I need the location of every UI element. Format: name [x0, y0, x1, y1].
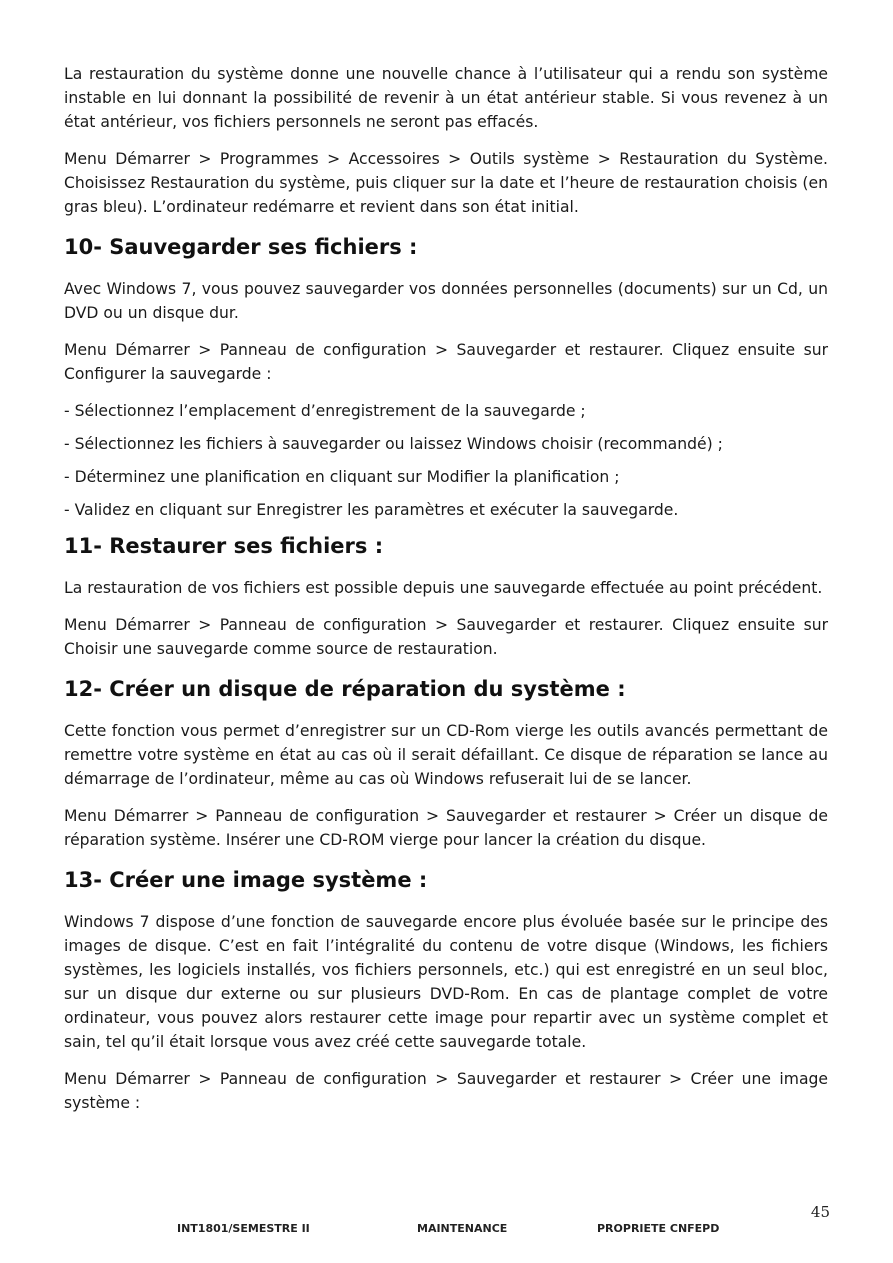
- document-body: [64, 62, 828, 1128]
- section-13-heading: 13- Créer une image système :: [64, 868, 428, 892]
- section-10-steps: [64, 399, 828, 522]
- intro-paragraph-1: La restauration du système donne une nouvelle chance à l’utilisateur qui a rendu son système instable en lui donnant la possibilité de revenir à un état antérieur stable. Si vous revenez à un état antérieur, vos fichiers personnels ne seront pas effacés.: [64, 65, 828, 131]
- section-10-paragraph-1: Avec Windows 7, vous pouvez sauvegarder vos données personnelles (documents) sur un Cd, un DVD ou un disque dur.: [64, 280, 828, 322]
- section-10-heading: 10- Sauvegarder ses fichiers :: [64, 235, 418, 259]
- list-item: - Déterminez une planification en cliquant sur Modifier la planification ;: [64, 468, 620, 486]
- footer-owner: PROPRIETE CNFEPD: [597, 1222, 720, 1235]
- section-12-paragraph-1: Cette fonction vous permet d’enregistrer sur un CD-Rom vierge les outils avancés permettant de remettre votre système en état au cas où il serait défaillant. Ce disque de réparation se lance au démarrage de l’ordinateur, même au cas où Windows refuserait lui de se lancer.: [64, 722, 828, 788]
- list-item: - Sélectionnez l’emplacement d’enregistrement de la sauvegarde ;: [64, 402, 586, 420]
- section-12-heading: 12- Créer un disque de réparation du système :: [64, 677, 626, 701]
- list-item: - Validez en cliquant sur Enregistrer les paramètres et exécuter la sauvegarde.: [64, 501, 679, 519]
- page-number: 45: [810, 1203, 830, 1221]
- section-11-heading: 11- Restaurer ses fichiers :: [64, 534, 384, 558]
- section-10-paragraph-2: Menu Démarrer > Panneau de configuration > Sauvegarder et restaurer. Cliquez ensuite sur Configurer la sauvegarde :: [64, 341, 828, 383]
- intro-paragraph-2: Menu Démarrer > Programmes > Accessoires > Outils système > Restauration du Système. Choisissez Restauration du système, puis cliquer sur la date et l’heure de restauration choisis (en gras bleu). L’ordinateur redémarre et revient dans son état initial.: [64, 150, 828, 216]
- footer-course: INT1801/SEMESTRE II: [177, 1222, 310, 1235]
- section-11-paragraph-2: Menu Démarrer > Panneau de configuration > Sauvegarder et restaurer. Cliquez ensuite sur Choisir une sauvegarde comme source de restauration.: [64, 616, 828, 658]
- list-item: - Sélectionnez les fichiers à sauvegarder ou laissez Windows choisir (recommandé) ;: [64, 435, 723, 453]
- section-11-paragraph-1: La restauration de vos fichiers est possible depuis une sauvegarde effectuée au point précédent.: [64, 579, 823, 597]
- section-13-paragraph-2: Menu Démarrer > Panneau de configuration > Sauvegarder et restaurer > Créer une image système :: [64, 1070, 828, 1112]
- section-13-paragraph-1: Windows 7 dispose d’une fonction de sauvegarde encore plus évoluée basée sur le principe des images de disque. C’est en fait l’intégralité du contenu de votre disque (Windows, les fichiers systèmes, les logiciels installés, vos fichiers personnels, etc.) qui est enregistré en un seul bloc, sur un disque dur externe ou sur plusieurs DVD-Rom. En cas de plantage complet de votre ordinateur, vous pouvez alors restaurer cette image pour repartir avec un système complet et sain, tel qu’il était lorsque vous avez créé cette sauvegarde totale.: [64, 913, 828, 1051]
- section-12-paragraph-2: Menu Démarrer > Panneau de configuration > Sauvegarder et restaurer > Créer un disque de réparation système. Insérer une CD-ROM vierge pour lancer la création du disque.: [64, 807, 828, 849]
- footer-subject: MAINTENANCE: [417, 1222, 508, 1235]
